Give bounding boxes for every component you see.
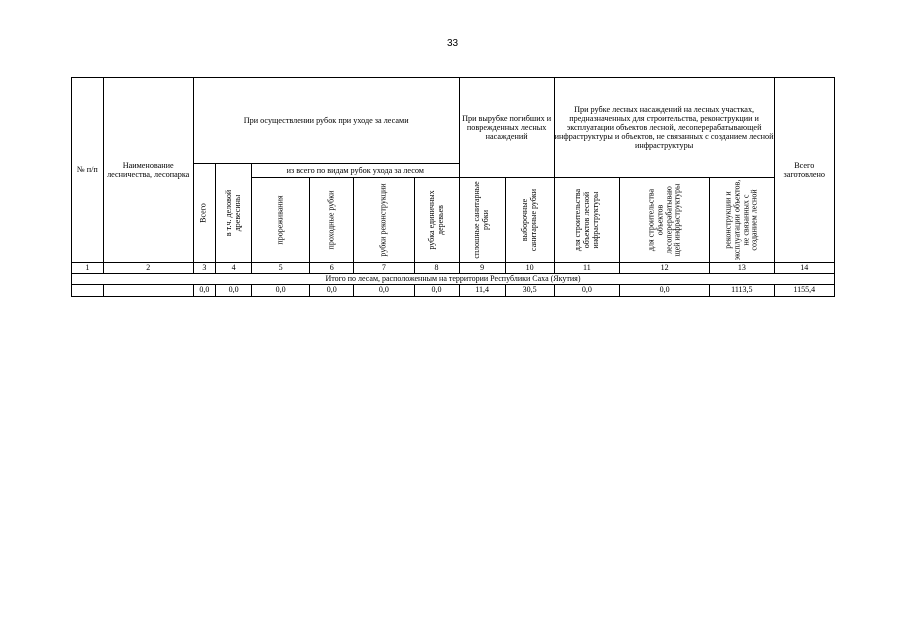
- totals-cell: 1155,4: [774, 285, 834, 297]
- header-forestry-name: Наименование лесничества, лесопарка: [103, 78, 193, 263]
- header-c11-forest-infra: для строительства объектов лесной инфраструктуры: [572, 188, 600, 252]
- header-c6-passage: проходные рубки: [326, 190, 336, 250]
- header-c11-cell: [554, 178, 619, 263]
- header-c7-cell: [354, 178, 414, 263]
- header-c3-total: Всего: [199, 203, 209, 223]
- logging-report-table: [71, 77, 835, 297]
- header-c10-selective-sanitary: выборочные санитарные рубки: [519, 188, 538, 252]
- column-number: 2: [103, 263, 193, 274]
- totals-cell: 11,4: [459, 285, 505, 297]
- totals-row: [72, 285, 835, 297]
- column-number: 13: [710, 263, 774, 274]
- header-c7-reconstruction: рубки реконструкции: [378, 183, 388, 257]
- column-number: 4: [216, 263, 252, 274]
- header-c5-thinning: прореживания: [275, 195, 285, 245]
- totals-cell: [103, 285, 193, 297]
- header-total-harvested: Всего заготовлено: [774, 78, 834, 263]
- totals-cell: 0,0: [620, 285, 710, 297]
- header-c5-cell: [251, 178, 309, 263]
- header-c9-cell: [459, 178, 505, 263]
- page-number: 33: [446, 38, 459, 49]
- column-number: 11: [554, 263, 619, 274]
- totals-cell: 0,0: [414, 285, 459, 297]
- header-c13-other-objects: реконструкции и эксплуатации объектов, не связанных с созданием лесной: [723, 179, 759, 261]
- header-c12-cell: [620, 178, 710, 263]
- totals-cell: 0,0: [251, 285, 309, 297]
- header-c6-cell: [310, 178, 354, 263]
- header-subgroup-care-types: из всего по видам рубок ухода за лесом: [251, 164, 459, 178]
- totals-cell: 0,0: [554, 285, 619, 297]
- column-number: 3: [193, 263, 215, 274]
- column-number: 6: [310, 263, 354, 274]
- column-number: 1: [72, 263, 104, 274]
- column-number: 9: [459, 263, 505, 274]
- totals-cell: 0,0: [354, 285, 414, 297]
- header-c8-cell: [414, 178, 459, 263]
- header-c13-cell: [710, 178, 774, 263]
- column-number: 14: [774, 263, 834, 274]
- column-number: 7: [354, 263, 414, 274]
- column-number-row: [72, 263, 835, 274]
- header-group-dead-stands: При вырубке погибших и поврежденных лесных насаждений: [459, 78, 554, 178]
- header-c3-cell: [193, 164, 215, 263]
- section-title: Итого по лесам, расположенным на территории Республики Саха (Якутия): [72, 274, 835, 285]
- totals-cell: 0,0: [310, 285, 354, 297]
- totals-cell: 30,5: [505, 285, 554, 297]
- column-number: 8: [414, 263, 459, 274]
- column-number: 10: [505, 263, 554, 274]
- header-group-care-logging: При осуществлении рубок при уходе за лесами: [193, 78, 459, 164]
- totals-cell: 0,0: [216, 285, 252, 297]
- totals-cell: [72, 285, 104, 297]
- totals-cell: 1113,5: [710, 285, 774, 297]
- column-number: 12: [620, 263, 710, 274]
- header-c8-single-trees: рубка единичных деревьев: [426, 190, 445, 250]
- header-c10-cell: [505, 178, 554, 263]
- header-row-number: № п/п: [72, 78, 104, 263]
- column-number: 5: [251, 263, 309, 274]
- header-c4-cell: [216, 164, 252, 263]
- totals-cell: 0,0: [193, 285, 215, 297]
- header-c12-processing-infra: для строительства объектов лесоперерабатываю щей инфраструктуры: [646, 183, 682, 257]
- header-c4-business-wood: в т.ч. деловой древесины: [223, 189, 242, 237]
- header-c9-clear-sanitary: сплошные санитарные рубки: [472, 181, 491, 259]
- header-group-infrastructure: При рубке лесных насаждений на лесных участках, предназначенных для строительства, реконструкции и эксплуатации объектов лесной, лесоперерабатывающей инфраструктуры и объектов, не связанных с созданием лесной инфраструктуры: [554, 78, 774, 178]
